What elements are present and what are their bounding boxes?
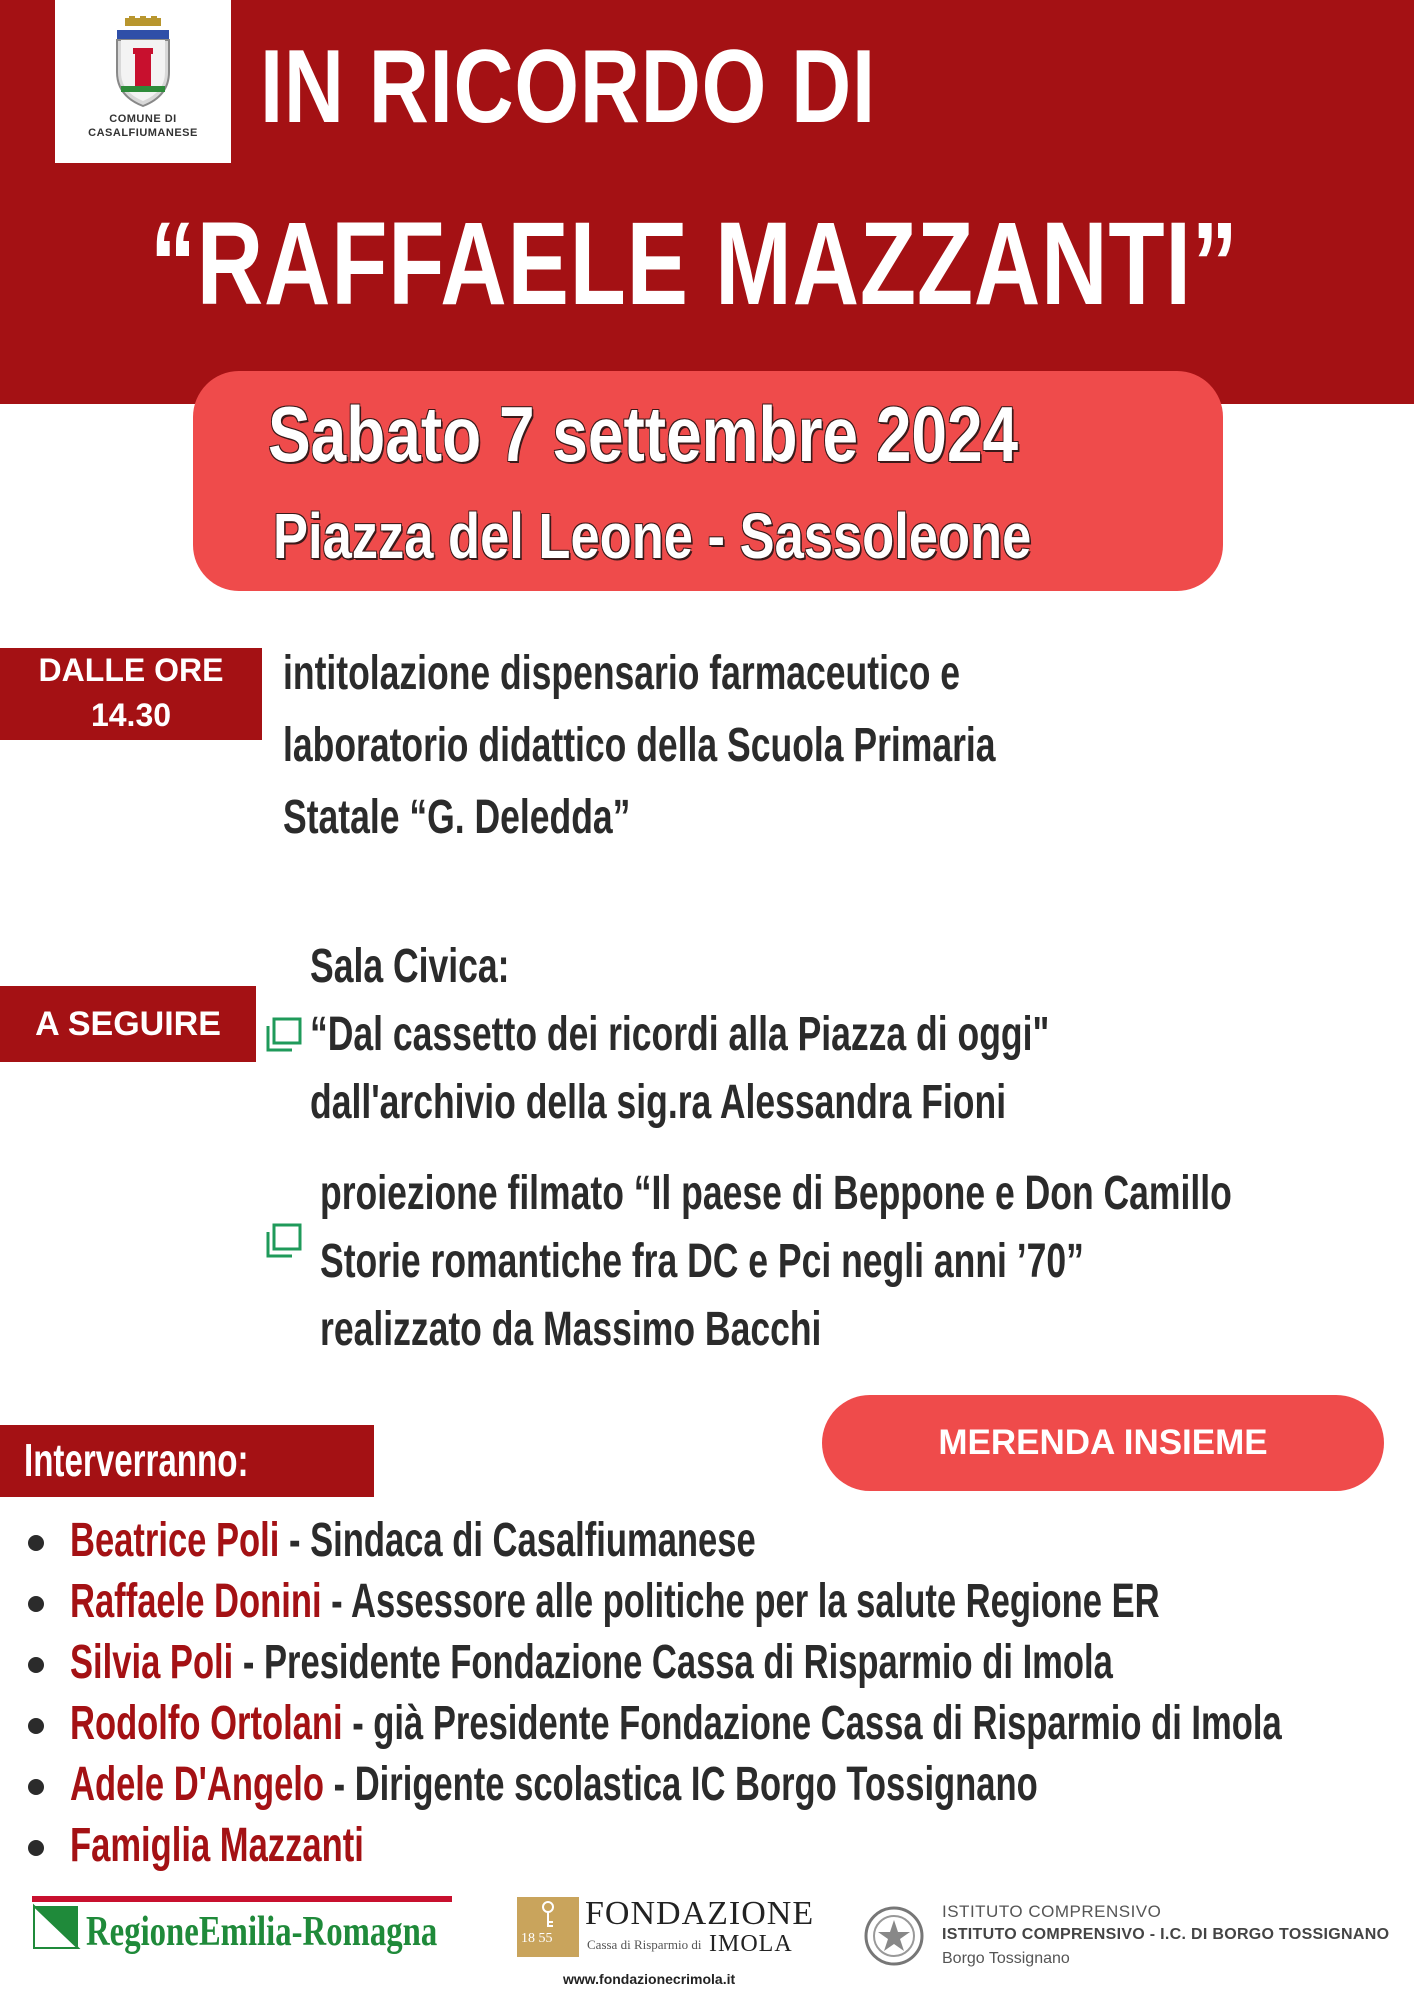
first-block-text xyxy=(283,638,996,854)
fondazione-logo xyxy=(517,1895,815,1995)
title-line1: IN RICORDO DI xyxy=(260,29,876,145)
time-tag xyxy=(0,648,262,740)
comune-logo xyxy=(55,0,231,163)
sala-line-3: dall'archivio della sig.ra Alessandra Fioni xyxy=(310,1076,1007,1129)
seguire-tag: A SEGUIRE xyxy=(0,986,256,1062)
coat-of-arms-icon xyxy=(111,16,175,108)
bullet-icon xyxy=(28,1840,44,1856)
school-line2: ISTITUTO COMPRENSIVO - I.C. DI BORGO TOSSIGNANO xyxy=(942,1926,1390,1943)
bullet-icon xyxy=(28,1596,44,1612)
regione-logo xyxy=(32,1892,452,1964)
fondazione-url: www.fondazionecrimola.it xyxy=(563,1971,736,1987)
regione-name: RegioneEmilia-Romagna xyxy=(86,1909,438,1955)
speaker-name: Beatrice Poli xyxy=(70,1514,280,1567)
list-item xyxy=(22,1693,1402,1754)
school-line3: Borgo Tossignano xyxy=(942,1950,1070,1967)
list-item xyxy=(22,1754,1402,1815)
projection-text xyxy=(320,1160,1232,1364)
sala-line-1: Sala Civica: xyxy=(310,940,510,993)
list-item xyxy=(22,1632,1402,1693)
speakers-title: Interverranno: xyxy=(24,1434,249,1486)
speaker-name: Adele D'Angelo xyxy=(70,1758,325,1811)
event-date: Sabato 7 settembre 2024 xyxy=(268,390,1019,478)
speaker-name: Rodolfo Ortolani xyxy=(70,1697,343,1750)
school-logo xyxy=(862,1898,1402,1978)
fondazione-name: FONDAZIONE xyxy=(585,1895,815,1932)
proj-line-1: proiezione filmato “Il paese di Beppone e Don Camillo xyxy=(320,1167,1232,1220)
list-item xyxy=(22,1815,1402,1876)
bullet-icon xyxy=(28,1535,44,1551)
proj-line-3: realizzato da Massimo Bacchi xyxy=(320,1303,822,1356)
sala-civica-text xyxy=(310,933,1049,1137)
bullet-icon xyxy=(28,1779,44,1795)
time-tag-line2: 14.30 xyxy=(90,697,172,733)
copy-square-icon xyxy=(262,1222,304,1262)
fondazione-badge xyxy=(517,1897,579,1957)
speakers-tag xyxy=(0,1425,374,1497)
fondazione-year: 18 55 xyxy=(521,1931,553,1946)
list-item xyxy=(22,1510,1402,1571)
speaker-role: - Sindaca di Casalfiumanese xyxy=(279,1514,756,1567)
sala-line-2: “Dal cassetto dei ricordi alla Piazza di oggi" xyxy=(310,1008,1050,1061)
proj-line-2: Storie romantiche fra DC e Pci negli anni ’70” xyxy=(320,1235,1084,1288)
speaker-name: Famiglia Mazzanti xyxy=(70,1819,364,1872)
speaker-role: - Assessore alle politiche per la salute Regione ER xyxy=(321,1575,1160,1628)
speaker-name: Silvia Poli xyxy=(70,1636,234,1689)
speaker-name: Raffaele Donini xyxy=(70,1575,322,1628)
emblem-icon xyxy=(862,1904,926,1968)
regione-flag-icon xyxy=(32,1902,82,1952)
merenda-badge: MERENDA INSIEME xyxy=(822,1395,1384,1491)
regione-red-line xyxy=(32,1896,452,1902)
first-line-1: intitolazione dispensario farmaceutico e xyxy=(283,647,961,700)
fondazione-city: IMOLA xyxy=(709,1931,793,1957)
event-place: Piazza del Leone - Sassoleone xyxy=(273,500,1032,572)
time-tag-line1: DALLE ORE xyxy=(38,652,224,688)
first-line-3: Statale “G. Deledda” xyxy=(283,791,631,844)
speakers-list xyxy=(22,1510,1402,1876)
list-item xyxy=(22,1571,1402,1632)
copy-square-icon xyxy=(262,1016,304,1056)
fondazione-sub: Cassa di Risparmio di xyxy=(587,1937,702,1952)
comune-line2: CASALFIUMANESE xyxy=(88,127,198,139)
key-icon xyxy=(541,1901,555,1929)
speaker-role: - Presidente Fondazione Cassa di Risparmio di Imola xyxy=(233,1636,1113,1689)
date-box xyxy=(193,371,1223,591)
first-line-2: laboratorio didattico della Scuola Primaria xyxy=(283,719,996,772)
bullet-icon xyxy=(28,1657,44,1673)
speaker-role: - Dirigente scolastica IC Borgo Tossignano xyxy=(324,1758,1038,1811)
comune-line1: COMUNE DI xyxy=(109,113,177,125)
speaker-role: - già Presidente Fondazione Cassa di Risparmio di Imola xyxy=(342,1697,1282,1750)
title-line2: “RAFFAELE MAZZANTI” xyxy=(150,198,1239,330)
school-line1: ISTITUTO COMPRENSIVO xyxy=(942,1902,1162,1921)
bullet-icon xyxy=(28,1718,44,1734)
